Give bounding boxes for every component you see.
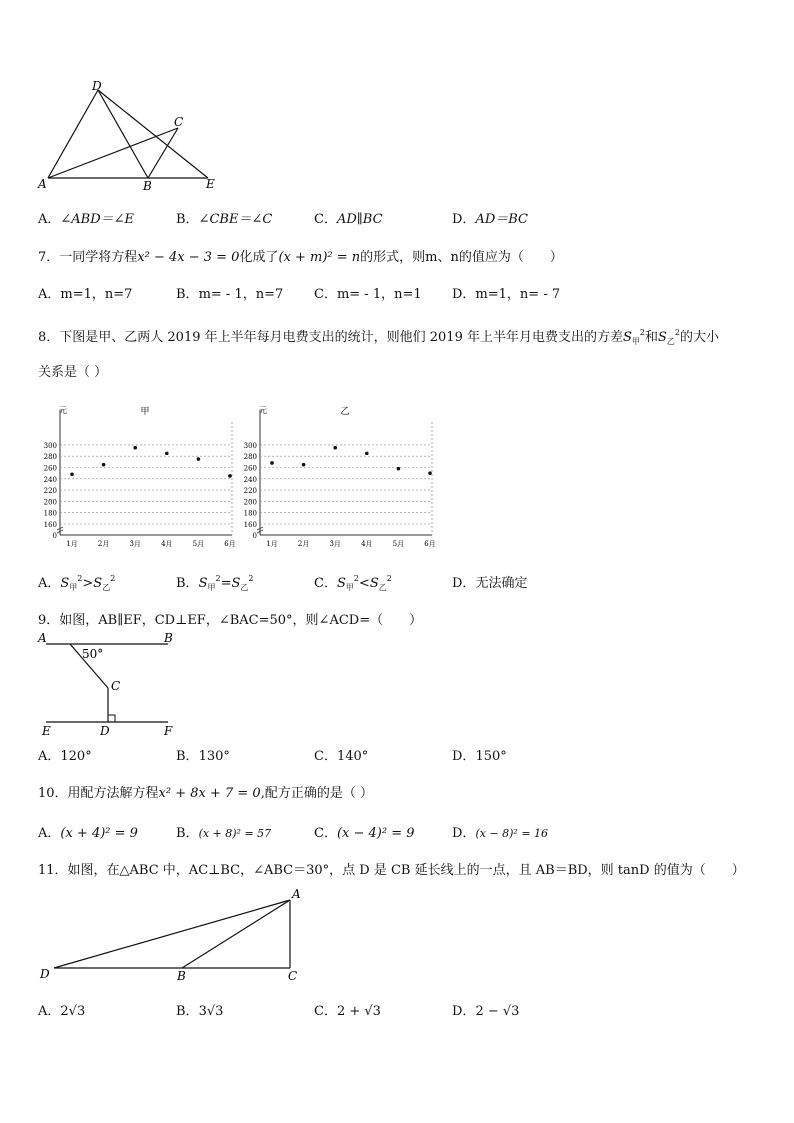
q8-stem-line1: 8．下图是甲、乙两人 2019 年上半年每月电费支出的统计，则他们 2019 年上半年月电费支出的方差$S_甲^2$和$S_乙^2$的大小 [38, 328, 720, 346]
data-point [365, 452, 369, 456]
q9-figure [36, 628, 186, 740]
y-tick-label: 240 [243, 475, 257, 484]
label-C: C [111, 679, 121, 693]
q7-option-c: C．m= - 1，n=1 [314, 287, 422, 302]
y-tick-label: 220 [243, 487, 257, 496]
x-tick-label: 1月 [266, 540, 278, 548]
q9-option-d: D．150° [452, 749, 507, 764]
label-B: B [143, 179, 152, 193]
x-tick-label: 6月 [424, 540, 436, 548]
y-axis-label: 元 [59, 406, 67, 415]
y-tick-label: 160 [43, 521, 57, 529]
y-tick-label: 300 [243, 441, 257, 450]
q9-stem: 9．如图，AB∥EF，CD⊥EF，∠BAC=50°，则∠ACD=（ ） [38, 613, 423, 628]
data-point [70, 472, 74, 476]
q9-option-c: C．140° [314, 749, 369, 764]
q11-option-a: A．2√3 [38, 1004, 86, 1019]
label-A: A [38, 177, 47, 191]
x-tick-label: 4月 [161, 540, 173, 548]
label-D: D [92, 79, 102, 93]
y-tick-label: 280 [43, 453, 57, 462]
x-tick-label: 1月 [66, 540, 78, 548]
y-tick-label: 200 [243, 498, 257, 507]
data-point [197, 457, 201, 461]
q8-option-b: B．$S_甲^2=S_乙^2$ [176, 574, 254, 592]
q6-option-b: B．∠CBE＝∠C [176, 212, 273, 227]
data-point [397, 467, 401, 471]
q8-stem-line2: 关系是（ ） [38, 365, 108, 380]
q10-option-a: A．(x + 4)² = 9 [38, 826, 138, 841]
y-tick-label: 160 [243, 521, 257, 529]
q10-option-c: C．(x − 4)² = 9 [314, 826, 415, 841]
y-tick-label: 0 [252, 532, 257, 540]
q6-option-d: D．AD＝BC [452, 212, 528, 227]
x-tick-label: 2月 [97, 540, 110, 548]
y-tick-label: 260 [43, 464, 57, 473]
x-tick-label: 5月 [192, 540, 205, 548]
y-tick-label: 260 [243, 464, 257, 473]
q11-figure [36, 886, 316, 986]
label-A: A [38, 631, 47, 645]
chart-title: 乙 [340, 407, 350, 417]
data-point [302, 463, 306, 467]
x-tick-label: 5月 [392, 540, 405, 548]
label-B: B [164, 631, 173, 645]
data-point [333, 446, 337, 450]
q9-option-a: A．120° [38, 749, 92, 764]
chart-jia [40, 402, 240, 554]
y-tick-label: 0 [52, 532, 57, 540]
q10-option-b: B．(x + 8)² = 57 [176, 826, 272, 841]
y-tick-label: 180 [43, 509, 57, 518]
data-point [102, 463, 106, 467]
label-B: B [177, 969, 186, 983]
q11-option-c: C．2 + √3 [314, 1004, 381, 1019]
q7-option-a: A．m=1，n=7 [38, 287, 133, 302]
label-D: D [100, 724, 110, 738]
y-tick-label: 220 [43, 487, 57, 496]
data-point [133, 446, 137, 450]
q6-option-c: C．AD∥BC [314, 212, 383, 227]
q8-option-a: A．$S_甲^2>S_乙^2$ [38, 574, 116, 592]
q6-option-a: A．∠ABD＝∠E [38, 212, 135, 227]
q11-stem: 11．如图，在△ABC 中，AC⊥BC，∠ABC＝30°，点 D 是 CB 延长线上的一点，且 AB＝BD，则 tanD 的值为（ ） [38, 863, 745, 878]
label-A: A [292, 887, 301, 901]
x-tick-label: 3月 [129, 540, 141, 548]
q8-option-d: D．无法确定 [452, 576, 528, 591]
label-E: E [42, 724, 51, 738]
label-F: F [164, 724, 173, 738]
chart-title: 甲 [140, 407, 150, 417]
y-tick-label: 240 [43, 475, 57, 484]
q8-option-c: C．$S_甲^2<S_乙^2$ [314, 574, 392, 592]
label-D: D [40, 967, 50, 981]
q10-option-d: D．(x − 8)² = 16 [452, 826, 549, 841]
label-C: C [174, 115, 184, 129]
q10-stem: 10．用配方法解方程x² + 8x + 7 = 0,配方正确的是（ ） [38, 786, 373, 801]
x-tick-label: 6月 [224, 540, 236, 548]
q7-option-b: B．m= - 1，n=7 [176, 287, 284, 302]
q11-option-d: D．2 − √3 [452, 1004, 520, 1019]
q9-option-b: B．130° [176, 749, 230, 764]
q7-option-d: D．m=1，n= - 7 [452, 287, 561, 302]
y-tick-label: 280 [243, 453, 257, 462]
x-tick-label: 2月 [297, 540, 310, 548]
x-tick-label: 4月 [361, 540, 373, 548]
q6-figure [30, 78, 230, 193]
data-point [165, 452, 169, 456]
chart-yi [240, 402, 440, 554]
angle-label: 50° [82, 647, 104, 661]
data-point [228, 474, 232, 478]
y-tick-label: 300 [43, 441, 57, 450]
q7-stem: 7．一同学将方程x² − 4x − 3 = 0化成了(x + m)² = n的形式，则m、n的值应为（ ） [38, 250, 563, 265]
label-C: C [288, 969, 298, 983]
label-E: E [206, 177, 215, 191]
data-point [428, 471, 432, 475]
data-point [270, 461, 274, 465]
y-tick-label: 180 [243, 509, 257, 518]
x-tick-label: 3月 [329, 540, 341, 548]
y-tick-label: 200 [43, 498, 57, 507]
y-axis-label: 元 [259, 406, 267, 415]
q11-option-b: B．3√3 [176, 1004, 224, 1019]
